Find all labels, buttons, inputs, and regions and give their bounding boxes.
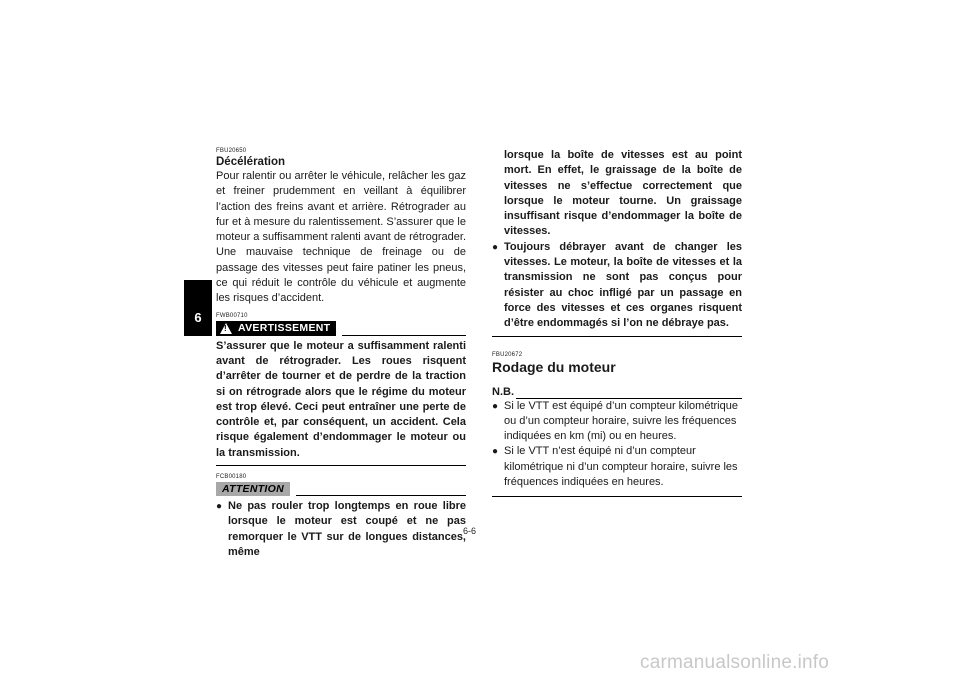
watermark: carmanualsonline.info [640, 652, 830, 673]
section-code: FBU20650 [216, 148, 247, 154]
warning-label: AVERTISSEMENT [238, 322, 331, 335]
list-item [492, 399, 742, 445]
list-item [492, 240, 742, 332]
warning-header [216, 321, 466, 336]
bullet-dot-icon: ● [216, 501, 223, 513]
bullet-dot-icon: ● [492, 400, 499, 412]
right-column [492, 148, 742, 497]
warning-text: S’assurer que le moteur a suffisamment ralenti avant de rétrograder. Les roues risquent d’arrêter de tourner et de perdre de la traction si on rétrograde alors que le régime du moteur est trop élevé. Ceci peut entraîner une perte de contrôle et, par conséquent, un accident. Cela risque également d’endommager le moteur ou la transmission. [216, 339, 466, 459]
list-item-text: Si le VTT est équipé d’un compteur kilométrique ou d’un compteur horaire, suivre les fréquences indiquées en km (mi) ou en heures. [504, 399, 738, 443]
list-item-text: Si le VTT n’est équipé ni d’un compteur kilométrique ni d’un compteur horaire, suivre les fréquences indiquées en heures. [504, 445, 738, 489]
attention-code: FCB00180 [216, 474, 247, 481]
warning-end-rule [216, 465, 466, 466]
bullet-dot-icon: ● [492, 446, 499, 458]
page-number: 6-6 [463, 526, 477, 536]
warning-code: FWB00710 [216, 312, 248, 319]
attention-end-rule [492, 336, 742, 337]
nb-label: N.B. [492, 385, 514, 398]
list-item-text: lorsque la boîte de vitesses est au point mort. En effet, le graissage de la boîte de vitesses ne s’effectue correctement que lorsque le moteur tourne. Un graissage insuffisant risque d’endommager la boîte de vitesses. [504, 149, 742, 238]
section-heading: Décélération [216, 156, 286, 168]
bullet-dot-icon: ● [492, 241, 499, 253]
warning-rule [342, 335, 466, 336]
warning-triangle-icon [220, 323, 232, 334]
list-item-text: Toujours débrayer avant de changer les vitesses. Le moteur, la boîte de vitesses et la transmission ne sont pas conçus pour résister au choc infligé par un passage en force des vitesses et ces organes risquent d’être endommagés si l’on ne débraye pas. [504, 240, 742, 330]
attention-rule [296, 495, 466, 496]
list-item-text: Ne pas rouler trop longtemps en roue libre lorsque le moteur est coupé et ne pas remorquer le VTT sur de longues distances, même [228, 500, 466, 558]
list-item-continued [492, 148, 742, 240]
chapter-tab [184, 280, 212, 336]
attention-header [216, 482, 466, 496]
list-item [216, 499, 466, 560]
attention-badge: ATTENTION [216, 482, 290, 496]
left-column [216, 148, 466, 560]
nb-end-rule [492, 496, 742, 497]
list-item [492, 444, 742, 490]
warning-badge [216, 321, 336, 336]
paragraph: Pour ralentir ou arrêter le véhicule, relâcher les gaz et freiner prudemment en veillant à équilibrer l’action des freins avant et arrière. Rétrograder au fur et à mesure du ralentissement. S’assurer que le moteur a suffisamment ralenti avant de rétrograder. Une mauvaise technique de freinage ou de passage des vitesses peut faire patiner les pneus, ce qui réduit le contrôle du véhicule et augmente les risques d’accident. [216, 170, 466, 305]
chapter-tab-number: 6 [194, 310, 202, 325]
nb-header [492, 386, 742, 399]
section-code: FBU20672 [492, 351, 523, 358]
section-heading: Rodage du moteur [492, 358, 616, 375]
